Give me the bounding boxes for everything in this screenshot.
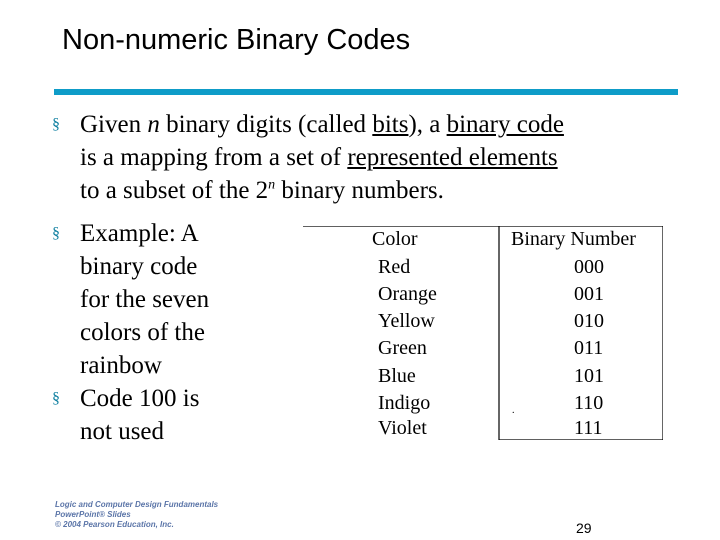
header-binary-number: Binary Number (511, 228, 636, 250)
footer-credit (55, 500, 218, 530)
text-segment: ), a (408, 111, 447, 138)
binary-cell: 010 (574, 310, 604, 332)
superscript-n: n (268, 177, 276, 193)
term-represented-elements: represented elements (347, 144, 558, 171)
color-cell: Green (378, 337, 427, 359)
text-segment: binary numbers. (275, 177, 444, 204)
bullet-square-icon: § (52, 390, 60, 407)
title-divider (54, 89, 678, 95)
text-segment: Given (80, 111, 148, 138)
term-bits: bits (372, 111, 409, 138)
color-cell: Violet (378, 417, 427, 439)
header-color: Color (372, 228, 418, 250)
slide-title: Non-numeric Binary Codes (62, 24, 411, 56)
bullet-2 (50, 217, 209, 382)
stray-dot: . (512, 405, 515, 416)
bullet-line: binary code (80, 253, 198, 280)
binary-cell: 110 (574, 392, 604, 414)
text-segment: binary digits (called (159, 111, 373, 138)
color-cell: Yellow (378, 310, 435, 332)
bullet-line: colors of the (80, 319, 205, 346)
table-border (303, 226, 663, 440)
color-cell: Orange (378, 283, 437, 305)
binary-cell: 000 (574, 256, 604, 278)
text-segment: to a subset of the 2 (80, 177, 269, 204)
bullet-1 (50, 108, 564, 207)
binary-cell: 111 (574, 417, 603, 439)
footer-line: © 2004 Pearson Education, Inc. (55, 520, 174, 529)
bullet-line: Code 100 is (80, 385, 200, 412)
bullet-line: for the seven (80, 286, 210, 313)
color-code-table (303, 226, 663, 440)
text-italic-n: n (147, 111, 160, 138)
bullet-line: rainbow (80, 352, 162, 379)
left-bullets (50, 217, 209, 448)
footer-line: Logic and Computer Design Fundamentals (55, 500, 219, 509)
text-segment: is a mapping from a set of (80, 144, 348, 171)
bullet-line: not used (80, 418, 165, 445)
binary-cell: 001 (574, 283, 604, 305)
bullet-line: Example: A (80, 220, 199, 247)
color-cell: Blue (378, 365, 416, 387)
page-number: 29 (576, 520, 592, 536)
color-cell: Indigo (378, 392, 431, 414)
term-binary-code: binary code (446, 111, 564, 138)
color-cell: Red (378, 256, 411, 278)
bullet-square-icon: § (52, 225, 60, 242)
binary-cell: 011 (574, 337, 604, 359)
footer-line: PowerPoint® Slides (55, 510, 131, 519)
bullet-3 (50, 382, 209, 448)
bullet-square-icon: § (52, 116, 60, 133)
binary-cell: 101 (574, 365, 604, 387)
